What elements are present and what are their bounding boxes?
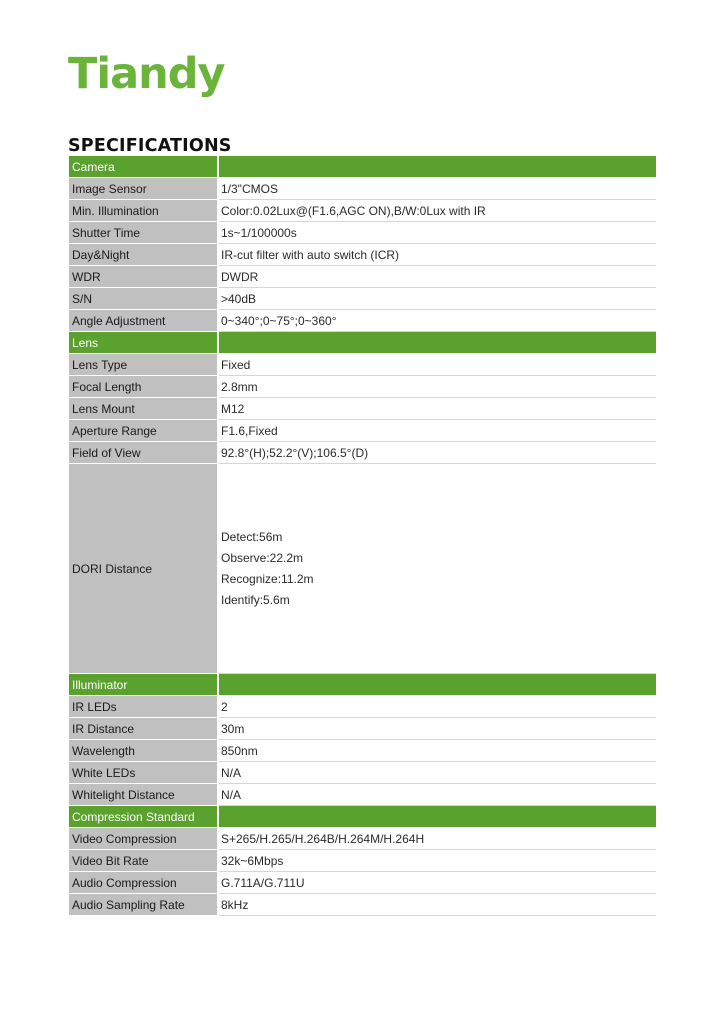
spec-label: Min. Illumination [69,200,217,222]
spec-label: Aperture Range [69,420,217,442]
section-label: Camera [69,156,217,178]
spec-value: 0~340°;0~75°;0~360° [219,310,656,332]
spec-value: 2.8mm [219,376,656,398]
spec-value: 1s~1/100000s [219,222,656,244]
spec-row-audio-sampling-rate [69,894,656,916]
spec-label: Whitelight Distance [69,784,217,806]
tiandy-logo: Tiandy [68,49,225,99]
spec-label: IR Distance [69,718,217,740]
spec-label: WDR [69,266,217,288]
spec-row-image-sensor [69,178,656,200]
spec-value: F1.6,Fixed [219,420,656,442]
spec-label: Day&Night [69,244,217,266]
dori-identify: Identify:5.6m [221,592,290,607]
section-header-lens [69,332,656,354]
spec-label: Shutter Time [69,222,217,244]
spec-row-ir-distance [69,718,656,740]
section-header-illuminator [69,674,656,696]
section-fill [219,806,656,828]
specifications-table [69,156,656,916]
spec-value: N/A [219,784,656,806]
spec-row-day-night [69,244,656,266]
spec-row-video-bit-rate [69,850,656,872]
dori-values [219,464,656,674]
spec-label: Video Bit Rate [69,850,217,872]
spec-row-sn [69,288,656,310]
spec-row-white-leds [69,762,656,784]
spec-value: Fixed [219,354,656,376]
spec-row-wdr [69,266,656,288]
dori-observe: Observe:22.2m [221,550,304,565]
spec-row-lens-type [69,354,656,376]
spec-row-dori-distance [69,464,656,674]
spec-value: M12 [219,398,656,420]
spec-row-whitelight-distance [69,784,656,806]
spec-label: Field of View [69,442,217,464]
spec-row-wavelength [69,740,656,762]
spec-value: 8kHz [219,894,656,916]
spec-label: S/N [69,288,217,310]
spec-label: Audio Sampling Rate [69,894,217,916]
spec-label: Focal Length [69,376,217,398]
spec-value: >40dB [219,288,656,310]
spec-value: N/A [219,762,656,784]
spec-label: DORI Distance [69,464,217,674]
spec-value: 30m [219,718,656,740]
spec-row-lens-mount [69,398,656,420]
spec-row-ir-leds [69,696,656,718]
section-fill [219,332,656,354]
spec-value: 92.8°(H);52.2°(V);106.5°(D) [219,442,656,464]
spec-label: White LEDs [69,762,217,784]
spec-row-angle-adjustment [69,310,656,332]
spec-value: 1/3"CMOS [219,178,656,200]
spec-label: Image Sensor [69,178,217,200]
spec-value: G.711A/G.711U [219,872,656,894]
spec-value: S+265/H.265/H.264B/H.264M/H.264H [219,828,656,850]
spec-label: IR LEDs [69,696,217,718]
spec-row-audio-compression [69,872,656,894]
spec-row-aperture-range [69,420,656,442]
spec-value: 2 [219,696,656,718]
section-fill [219,674,656,696]
spec-label: Lens Type [69,354,217,376]
spec-row-video-compression [69,828,656,850]
section-header-compression [69,806,656,828]
spec-value: IR-cut filter with auto switch (ICR) [219,244,656,266]
spec-row-min-illumination [69,200,656,222]
section-fill [219,156,656,178]
section-header-camera [69,156,656,178]
spec-label: Video Compression [69,828,217,850]
spec-row-shutter-time [69,222,656,244]
section-label: Illuminator [69,674,217,696]
dori-detect: Detect:56m [221,529,283,544]
spec-value: Color:0.02Lux@(F1.6,AGC ON),B/W:0Lux with IR [219,200,656,222]
specifications-title: SPECIFICATIONS [68,136,232,156]
spec-label: Wavelength [69,740,217,762]
spec-value: DWDR [219,266,656,288]
spec-row-focal-length [69,376,656,398]
spec-value: 850nm [219,740,656,762]
dori-recognize: Recognize:11.2m [221,571,314,586]
spec-label: Audio Compression [69,872,217,894]
section-label: Lens [69,332,217,354]
spec-label: Lens Mount [69,398,217,420]
spec-value: 32k~6Mbps [219,850,656,872]
spec-label: Angle Adjustment [69,310,217,332]
section-label: Compression Standard [69,806,217,828]
spec-row-field-of-view [69,442,656,464]
